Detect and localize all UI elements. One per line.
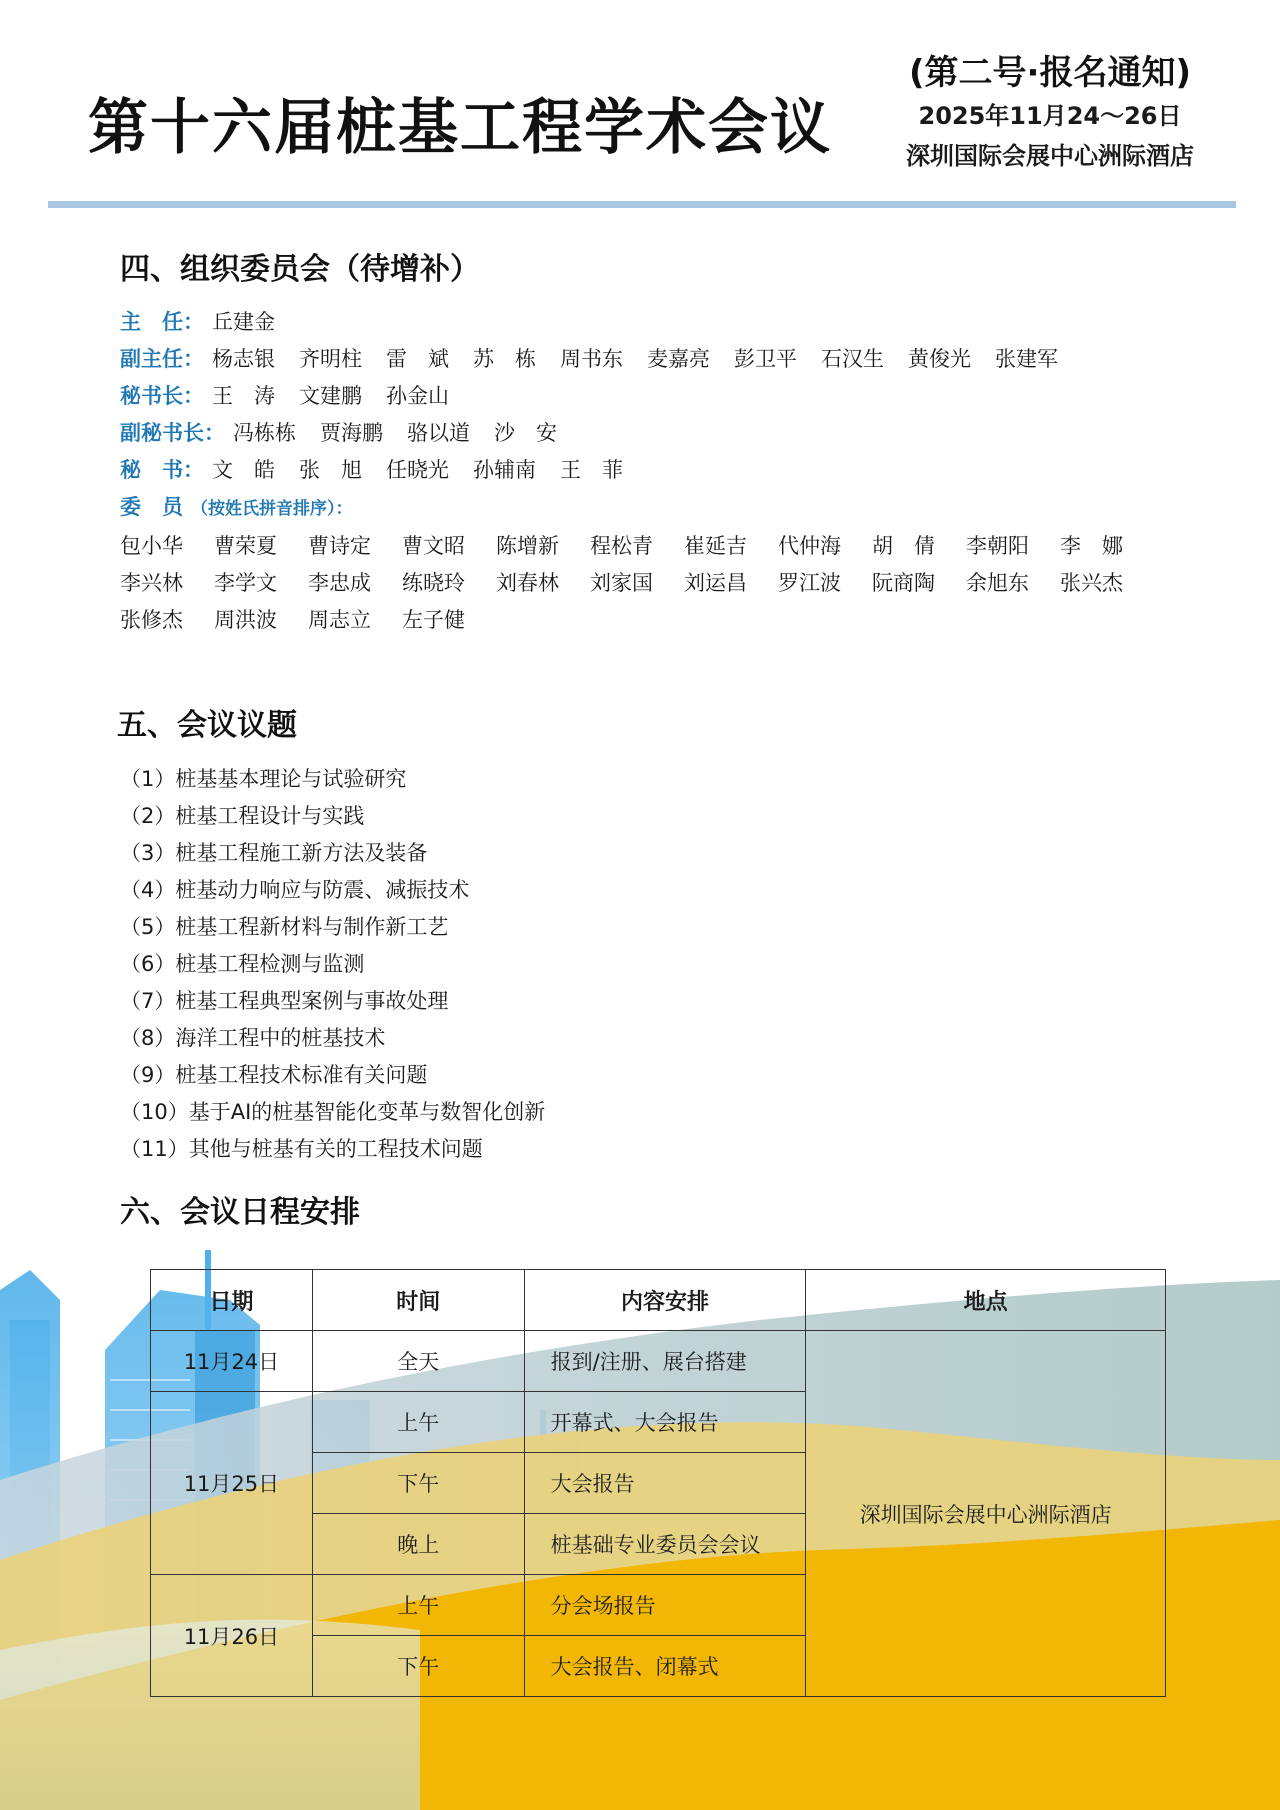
- content-cell: 开幕式、大会报告: [524, 1392, 806, 1453]
- member-name: 代仲海: [778, 534, 841, 558]
- header-info: [880, 50, 1220, 176]
- member-name: 程松青: [590, 534, 653, 558]
- topic-item: （3）桩基工程施工新方法及装备: [120, 841, 428, 865]
- person-name: 周书东: [560, 347, 623, 371]
- column-header: 内容安排: [524, 1270, 806, 1331]
- member-name: 李朝阳: [966, 534, 1029, 558]
- person-name: 彭卫平: [734, 347, 797, 371]
- member-name: 罗江波: [778, 571, 841, 595]
- person-name: 杨志银: [212, 347, 275, 371]
- content-cell: 分会场报告: [524, 1575, 806, 1636]
- member-name: 胡 倩: [872, 534, 935, 558]
- conference-venue: 深圳国际会展中心洲际酒店: [906, 142, 1194, 170]
- topic-item: （5）桩基工程新材料与制作新工艺: [120, 915, 449, 939]
- person-name: 王 涛: [212, 384, 275, 408]
- member-name: 曹诗定: [308, 534, 371, 558]
- person-name: 孙金山: [386, 384, 449, 408]
- date-cell: 11月24日: [151, 1331, 313, 1392]
- member-name: 周志立: [308, 608, 371, 632]
- topic-item: （6）桩基工程检测与监测: [120, 952, 365, 976]
- director-row: [120, 304, 1180, 341]
- person-name: 雷 斌: [386, 347, 449, 371]
- column-header: 地点: [806, 1270, 1166, 1331]
- topic-item: （8）海洋工程中的桩基技术: [120, 1026, 386, 1050]
- person-name: 苏 栋: [473, 347, 536, 371]
- person-name: 骆以道: [407, 421, 470, 445]
- person-name: 张建军: [995, 347, 1058, 371]
- person-name: 沙 安: [494, 421, 557, 445]
- member-name: 李兴林: [120, 571, 183, 595]
- member-name: 张修杰: [120, 608, 183, 632]
- committee-list: [120, 304, 1180, 639]
- member-name: 左子健: [402, 608, 465, 632]
- header-divider: [48, 201, 1236, 208]
- time-cell: 全天: [312, 1331, 524, 1392]
- role-label: 秘书长：: [120, 384, 204, 408]
- person-name: 贾海鹏: [320, 421, 383, 445]
- member-name: 余旭东: [966, 571, 1029, 595]
- column-header: 时间: [312, 1270, 524, 1331]
- schedule-heading: 六、会议日程安排: [120, 1195, 360, 1230]
- conference-title: 第十六届桩基工程学术会议: [88, 93, 832, 163]
- person-name: 黄俊光: [908, 347, 971, 371]
- table-row: [151, 1331, 1166, 1392]
- content-cell: 大会报告: [524, 1453, 806, 1514]
- person-name: 孙辅南: [473, 458, 536, 482]
- member-name: 曹文昭: [402, 534, 465, 558]
- topics-list: [120, 761, 545, 1168]
- person-name: 张 旭: [299, 458, 362, 482]
- person-name: 石汉生: [821, 347, 884, 371]
- table-header-row: [151, 1270, 1166, 1331]
- schedule-table: [150, 1269, 1166, 1697]
- member-name: 陈增新: [496, 534, 559, 558]
- topic-item: （11）其他与桩基有关的工程技术问题: [120, 1137, 483, 1161]
- person-name: 文建鹏: [299, 384, 362, 408]
- member-name: 包小华: [120, 534, 183, 558]
- member-name: 周洪波: [214, 608, 277, 632]
- date-cell: 11月25日: [151, 1392, 313, 1575]
- topic-item: （9）桩基工程技术标准有关问题: [120, 1063, 428, 1087]
- role-label: 主 任：: [120, 310, 204, 334]
- notice-label: (第二号·报名通知): [909, 53, 1191, 93]
- member-name: 张兴杰: [1060, 571, 1123, 595]
- topic-item: （7）桩基工程典型案例与事故处理: [120, 989, 449, 1013]
- topics-heading: 五、会议议题: [117, 708, 297, 743]
- deputy-secretary-general-row: [120, 415, 1180, 452]
- role-label: 委 员: [120, 495, 183, 519]
- members-grid: [120, 528, 1180, 639]
- vice-director-row: [120, 341, 1180, 378]
- person-name: 王 菲: [560, 458, 623, 482]
- topic-item: （1）桩基基本理论与试验研究: [120, 767, 407, 791]
- person-name: 麦嘉亮: [647, 347, 710, 371]
- person-name: 文 皓: [212, 458, 275, 482]
- content-cell: 报到/注册、展台搭建: [524, 1331, 806, 1392]
- location-cell: 深圳国际会展中心洲际酒店: [806, 1331, 1166, 1697]
- column-header: 日期: [151, 1270, 313, 1331]
- member-name: 曹荣夏: [214, 534, 277, 558]
- member-name: 李忠成: [308, 571, 371, 595]
- secretary-row: [120, 452, 1180, 489]
- person-name: 齐明柱: [299, 347, 362, 371]
- member-name: 李 娜: [1060, 534, 1123, 558]
- role-label: 副秘书长：: [120, 421, 225, 445]
- time-cell: 下午: [312, 1636, 524, 1697]
- topic-item: （4）桩基动力响应与防震、减振技术: [120, 878, 470, 902]
- members-sort-note: （按姓氏拼音排序）：: [191, 499, 353, 519]
- person-name: 冯栋栋: [233, 421, 296, 445]
- member-name: 阮商陶: [872, 571, 935, 595]
- secretary-general-row: [120, 378, 1180, 415]
- date-cell: 11月26日: [151, 1575, 313, 1697]
- member-name: 刘家国: [590, 571, 653, 595]
- topic-item: （2）桩基工程设计与实践: [120, 804, 365, 828]
- content-cell: 大会报告、闭幕式: [524, 1636, 806, 1697]
- topic-item: （10）基于AI的桩基智能化变革与数智化创新: [120, 1100, 546, 1124]
- time-cell: 晚上: [312, 1514, 524, 1575]
- time-cell: 下午: [312, 1453, 524, 1514]
- member-name: 李学文: [214, 571, 277, 595]
- conference-date: 2025年11月24～26日: [918, 102, 1182, 130]
- member-name: 刘运昌: [684, 571, 747, 595]
- member-name: 崔延吉: [684, 534, 747, 558]
- members-label-row: [120, 489, 1180, 526]
- time-cell: 上午: [312, 1392, 524, 1453]
- role-label: 副主任：: [120, 347, 204, 371]
- time-cell: 上午: [312, 1575, 524, 1636]
- committee-heading: 四、组织委员会（待增补）: [120, 252, 480, 287]
- person-name: 丘建金: [212, 310, 275, 334]
- member-name: 练晓玲: [402, 571, 465, 595]
- content-cell: 桩基础专业委员会会议: [524, 1514, 806, 1575]
- role-label: 秘 书：: [120, 458, 204, 482]
- person-name: 任晓光: [386, 458, 449, 482]
- member-name: 刘春林: [496, 571, 559, 595]
